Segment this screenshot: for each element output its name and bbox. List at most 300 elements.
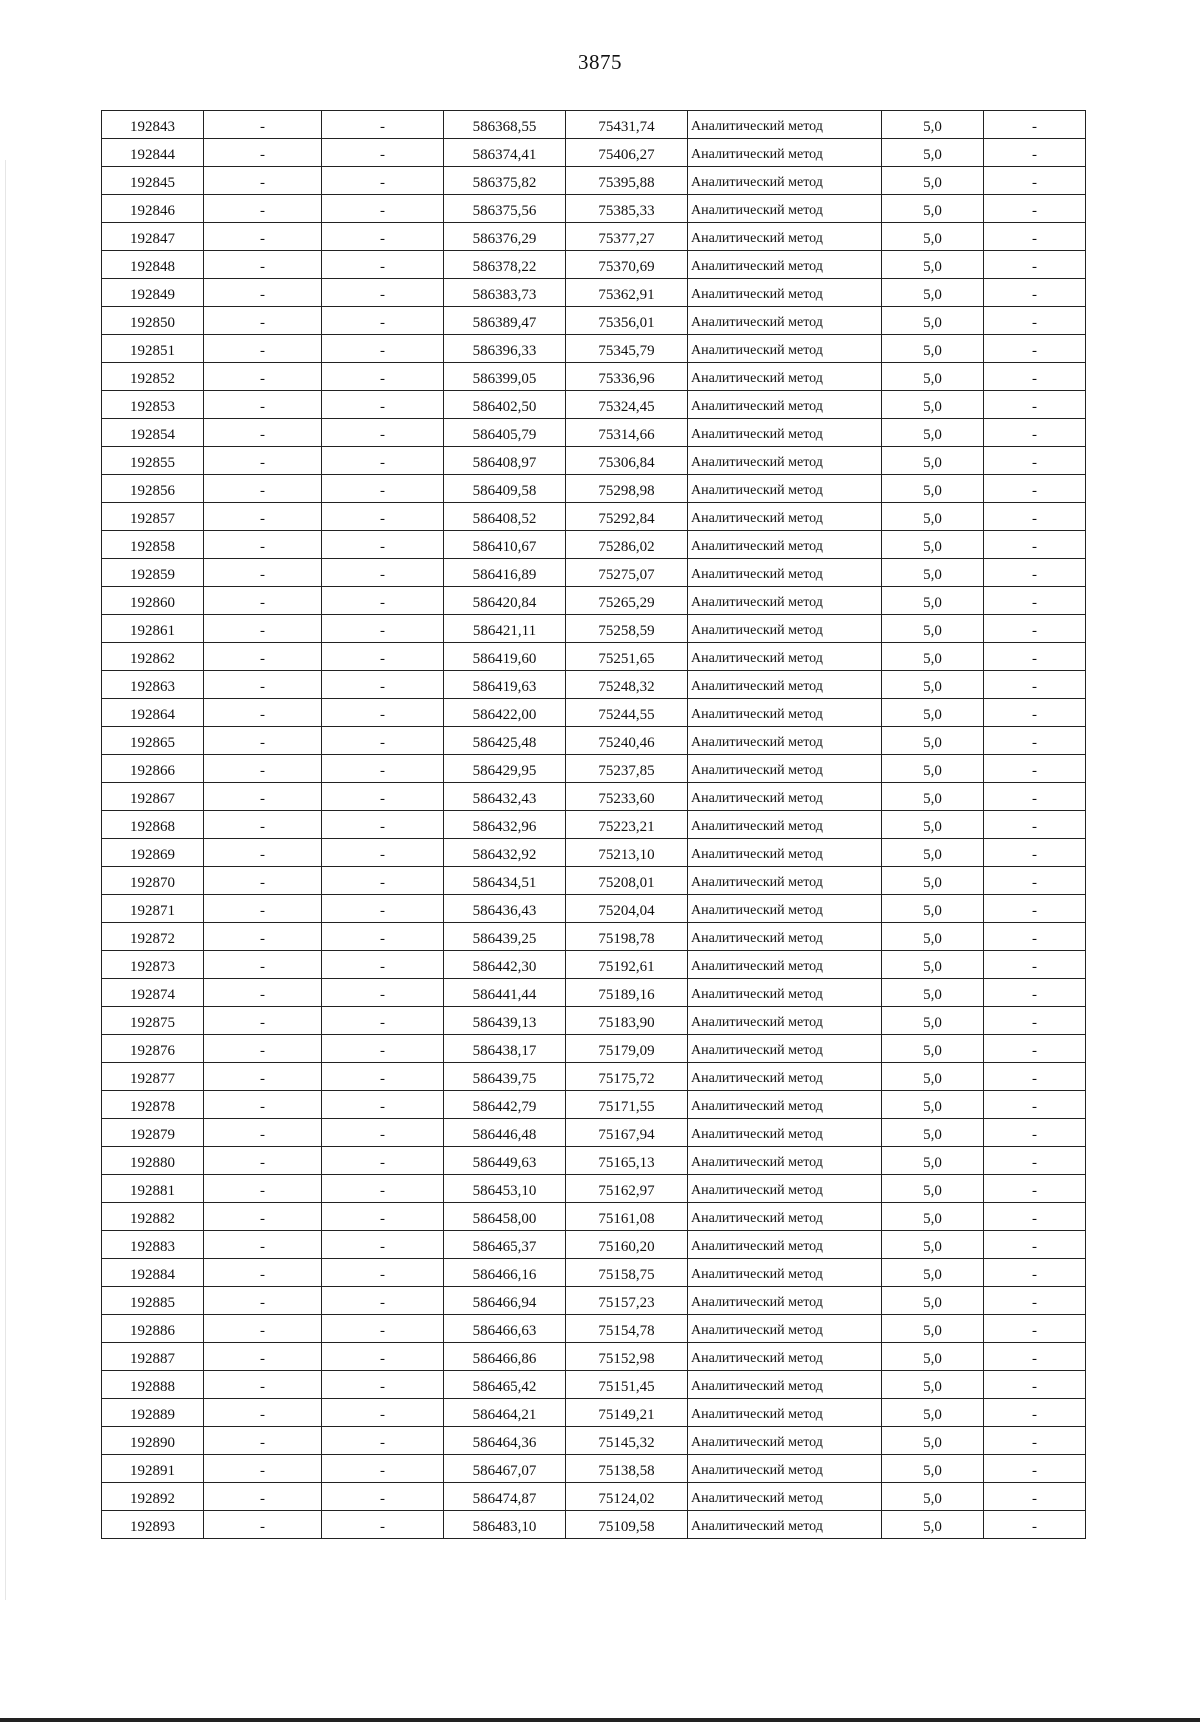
- precision-cell: 5,0: [882, 699, 984, 727]
- point-number-cell: 192848: [102, 251, 204, 279]
- y-coordinate-cell: 75167,94: [566, 1119, 688, 1147]
- empty-value-cell: -: [322, 139, 444, 167]
- empty-value-cell: -: [322, 1455, 444, 1483]
- table-row: [102, 699, 1086, 727]
- empty-value-cell: -: [322, 895, 444, 923]
- x-coordinate-cell: 586429,95: [444, 755, 566, 783]
- method-cell: Аналитический метод: [688, 1147, 882, 1175]
- y-coordinate-cell: 75213,10: [566, 839, 688, 867]
- x-coordinate-cell: 586416,89: [444, 559, 566, 587]
- x-coordinate-cell: 586466,63: [444, 1315, 566, 1343]
- x-coordinate-cell: 586375,82: [444, 167, 566, 195]
- empty-value-cell: -: [984, 111, 1086, 139]
- empty-value-cell: -: [204, 1427, 322, 1455]
- empty-value-cell: -: [204, 811, 322, 839]
- method-cell: Аналитический метод: [688, 139, 882, 167]
- point-number-cell: 192844: [102, 139, 204, 167]
- method-cell: Аналитический метод: [688, 727, 882, 755]
- empty-value-cell: -: [322, 223, 444, 251]
- x-coordinate-cell: 586376,29: [444, 223, 566, 251]
- empty-value-cell: -: [204, 1007, 322, 1035]
- point-number-cell: 192893: [102, 1511, 204, 1539]
- precision-cell: 5,0: [882, 1091, 984, 1119]
- y-coordinate-cell: 75165,13: [566, 1147, 688, 1175]
- method-cell: Аналитический метод: [688, 1175, 882, 1203]
- empty-value-cell: -: [204, 1035, 322, 1063]
- x-coordinate-cell: 586421,11: [444, 615, 566, 643]
- empty-value-cell: -: [322, 1511, 444, 1539]
- point-number-cell: 192889: [102, 1399, 204, 1427]
- table-row: [102, 559, 1086, 587]
- y-coordinate-cell: 75152,98: [566, 1343, 688, 1371]
- y-coordinate-cell: 75237,85: [566, 755, 688, 783]
- empty-value-cell: -: [322, 1287, 444, 1315]
- empty-value-cell: -: [204, 895, 322, 923]
- empty-value-cell: -: [322, 279, 444, 307]
- empty-value-cell: -: [322, 391, 444, 419]
- y-coordinate-cell: 75385,33: [566, 195, 688, 223]
- x-coordinate-cell: 586422,00: [444, 699, 566, 727]
- precision-cell: 5,0: [882, 167, 984, 195]
- empty-value-cell: -: [322, 447, 444, 475]
- empty-value-cell: -: [322, 1231, 444, 1259]
- point-number-cell: 192870: [102, 867, 204, 895]
- empty-value-cell: -: [204, 1399, 322, 1427]
- method-cell: Аналитический метод: [688, 1371, 882, 1399]
- point-number-cell: 192847: [102, 223, 204, 251]
- precision-cell: 5,0: [882, 419, 984, 447]
- y-coordinate-cell: 75336,96: [566, 363, 688, 391]
- precision-cell: 5,0: [882, 979, 984, 1007]
- y-coordinate-cell: 75265,29: [566, 587, 688, 615]
- point-number-cell: 192879: [102, 1119, 204, 1147]
- empty-value-cell: -: [322, 1343, 444, 1371]
- y-coordinate-cell: 75356,01: [566, 307, 688, 335]
- x-coordinate-cell: 586467,07: [444, 1455, 566, 1483]
- bottom-scan-edge: [0, 1718, 1200, 1722]
- table-row: [102, 1511, 1086, 1539]
- empty-value-cell: -: [204, 363, 322, 391]
- table-row: [102, 251, 1086, 279]
- y-coordinate-cell: 75151,45: [566, 1371, 688, 1399]
- method-cell: Аналитический метод: [688, 1231, 882, 1259]
- y-coordinate-cell: 75175,72: [566, 1063, 688, 1091]
- precision-cell: 5,0: [882, 1119, 984, 1147]
- empty-value-cell: -: [322, 615, 444, 643]
- empty-value-cell: -: [984, 1091, 1086, 1119]
- empty-value-cell: -: [204, 531, 322, 559]
- x-coordinate-cell: 586439,75: [444, 1063, 566, 1091]
- point-number-cell: 192861: [102, 615, 204, 643]
- method-cell: Аналитический метод: [688, 475, 882, 503]
- empty-value-cell: -: [322, 839, 444, 867]
- empty-value-cell: -: [984, 475, 1086, 503]
- method-cell: Аналитический метод: [688, 251, 882, 279]
- y-coordinate-cell: 75158,75: [566, 1259, 688, 1287]
- empty-value-cell: -: [204, 1483, 322, 1511]
- empty-value-cell: -: [204, 643, 322, 671]
- empty-value-cell: -: [204, 755, 322, 783]
- empty-value-cell: -: [984, 1483, 1086, 1511]
- y-coordinate-cell: 75204,04: [566, 895, 688, 923]
- point-number-cell: 192852: [102, 363, 204, 391]
- point-number-cell: 192864: [102, 699, 204, 727]
- point-number-cell: 192888: [102, 1371, 204, 1399]
- y-coordinate-cell: 75208,01: [566, 867, 688, 895]
- empty-value-cell: -: [984, 671, 1086, 699]
- empty-value-cell: -: [204, 307, 322, 335]
- x-coordinate-cell: 586419,60: [444, 643, 566, 671]
- method-cell: Аналитический метод: [688, 335, 882, 363]
- y-coordinate-cell: 75377,27: [566, 223, 688, 251]
- table-row: [102, 1147, 1086, 1175]
- empty-value-cell: -: [984, 1455, 1086, 1483]
- table-row: [102, 503, 1086, 531]
- empty-value-cell: -: [984, 979, 1086, 1007]
- empty-value-cell: -: [204, 1231, 322, 1259]
- x-coordinate-cell: 586409,58: [444, 475, 566, 503]
- precision-cell: 5,0: [882, 895, 984, 923]
- point-number-cell: 192854: [102, 419, 204, 447]
- y-coordinate-cell: 75192,61: [566, 951, 688, 979]
- point-number-cell: 192850: [102, 307, 204, 335]
- point-number-cell: 192851: [102, 335, 204, 363]
- x-coordinate-cell: 586466,16: [444, 1259, 566, 1287]
- x-coordinate-cell: 586396,33: [444, 335, 566, 363]
- point-number-cell: 192857: [102, 503, 204, 531]
- precision-cell: 5,0: [882, 111, 984, 139]
- table-row: [102, 895, 1086, 923]
- empty-value-cell: -: [984, 1175, 1086, 1203]
- empty-value-cell: -: [204, 111, 322, 139]
- empty-value-cell: -: [984, 1147, 1086, 1175]
- empty-value-cell: -: [322, 419, 444, 447]
- empty-value-cell: -: [204, 867, 322, 895]
- method-cell: Аналитический метод: [688, 923, 882, 951]
- empty-value-cell: -: [204, 195, 322, 223]
- table-row: [102, 335, 1086, 363]
- y-coordinate-cell: 75223,21: [566, 811, 688, 839]
- empty-value-cell: -: [204, 951, 322, 979]
- x-coordinate-cell: 586410,67: [444, 531, 566, 559]
- y-coordinate-cell: 75395,88: [566, 167, 688, 195]
- y-coordinate-cell: 75370,69: [566, 251, 688, 279]
- table-row: [102, 755, 1086, 783]
- method-cell: Аналитический метод: [688, 895, 882, 923]
- empty-value-cell: -: [984, 559, 1086, 587]
- precision-cell: 5,0: [882, 503, 984, 531]
- empty-value-cell: -: [204, 1203, 322, 1231]
- method-cell: Аналитический метод: [688, 1483, 882, 1511]
- precision-cell: 5,0: [882, 1511, 984, 1539]
- table-row: [102, 979, 1086, 1007]
- y-coordinate-cell: 75179,09: [566, 1035, 688, 1063]
- table-row: [102, 615, 1086, 643]
- precision-cell: 5,0: [882, 1455, 984, 1483]
- method-cell: Аналитический метод: [688, 1091, 882, 1119]
- precision-cell: 5,0: [882, 839, 984, 867]
- y-coordinate-cell: 75240,46: [566, 727, 688, 755]
- scan-margin-line: [5, 160, 6, 1600]
- empty-value-cell: -: [984, 1007, 1086, 1035]
- empty-value-cell: -: [984, 1371, 1086, 1399]
- empty-value-cell: -: [984, 419, 1086, 447]
- table-row: [102, 1091, 1086, 1119]
- empty-value-cell: -: [322, 475, 444, 503]
- method-cell: Аналитический метод: [688, 1259, 882, 1287]
- x-coordinate-cell: 586378,22: [444, 251, 566, 279]
- point-number-cell: 192860: [102, 587, 204, 615]
- empty-value-cell: -: [322, 783, 444, 811]
- precision-cell: 5,0: [882, 1483, 984, 1511]
- x-coordinate-cell: 586438,17: [444, 1035, 566, 1063]
- empty-value-cell: -: [984, 139, 1086, 167]
- x-coordinate-cell: 586465,37: [444, 1231, 566, 1259]
- y-coordinate-cell: 75251,65: [566, 643, 688, 671]
- empty-value-cell: -: [322, 587, 444, 615]
- y-coordinate-cell: 75244,55: [566, 699, 688, 727]
- precision-cell: 5,0: [882, 531, 984, 559]
- point-number-cell: 192866: [102, 755, 204, 783]
- empty-value-cell: -: [322, 1063, 444, 1091]
- method-cell: Аналитический метод: [688, 307, 882, 335]
- method-cell: Аналитический метод: [688, 559, 882, 587]
- empty-value-cell: -: [204, 979, 322, 1007]
- precision-cell: 5,0: [882, 195, 984, 223]
- point-number-cell: 192859: [102, 559, 204, 587]
- x-coordinate-cell: 586474,87: [444, 1483, 566, 1511]
- y-coordinate-cell: 75345,79: [566, 335, 688, 363]
- table-row: [102, 139, 1086, 167]
- y-coordinate-cell: 75292,84: [566, 503, 688, 531]
- precision-cell: 5,0: [882, 1259, 984, 1287]
- table-row: [102, 419, 1086, 447]
- empty-value-cell: -: [204, 1315, 322, 1343]
- table-row: [102, 1007, 1086, 1035]
- table-row: [102, 1063, 1086, 1091]
- method-cell: Аналитический метод: [688, 1063, 882, 1091]
- empty-value-cell: -: [984, 363, 1086, 391]
- empty-value-cell: -: [984, 755, 1086, 783]
- table-row: [102, 727, 1086, 755]
- empty-value-cell: -: [984, 615, 1086, 643]
- method-cell: Аналитический метод: [688, 531, 882, 559]
- y-coordinate-cell: 75362,91: [566, 279, 688, 307]
- precision-cell: 5,0: [882, 251, 984, 279]
- y-coordinate-cell: 75157,23: [566, 1287, 688, 1315]
- x-coordinate-cell: 586465,42: [444, 1371, 566, 1399]
- point-number-cell: 192865: [102, 727, 204, 755]
- empty-value-cell: -: [984, 699, 1086, 727]
- method-cell: Аналитический метод: [688, 167, 882, 195]
- table-row: [102, 587, 1086, 615]
- precision-cell: 5,0: [882, 587, 984, 615]
- empty-value-cell: -: [322, 1091, 444, 1119]
- table-row: [102, 1231, 1086, 1259]
- point-number-cell: 192874: [102, 979, 204, 1007]
- y-coordinate-cell: 75314,66: [566, 419, 688, 447]
- empty-value-cell: -: [322, 643, 444, 671]
- empty-value-cell: -: [322, 671, 444, 699]
- x-coordinate-cell: 586449,63: [444, 1147, 566, 1175]
- y-coordinate-cell: 75183,90: [566, 1007, 688, 1035]
- precision-cell: 5,0: [882, 335, 984, 363]
- empty-value-cell: -: [322, 1175, 444, 1203]
- x-coordinate-cell: 586464,36: [444, 1427, 566, 1455]
- empty-value-cell: -: [204, 839, 322, 867]
- precision-cell: 5,0: [882, 391, 984, 419]
- method-cell: Аналитический метод: [688, 503, 882, 531]
- empty-value-cell: -: [984, 895, 1086, 923]
- table-row: [102, 1175, 1086, 1203]
- point-number-cell: 192871: [102, 895, 204, 923]
- empty-value-cell: -: [984, 251, 1086, 279]
- empty-value-cell: -: [984, 1035, 1086, 1063]
- empty-value-cell: -: [204, 167, 322, 195]
- method-cell: Аналитический метод: [688, 643, 882, 671]
- method-cell: Аналитический метод: [688, 391, 882, 419]
- table-row: [102, 391, 1086, 419]
- method-cell: Аналитический метод: [688, 1287, 882, 1315]
- empty-value-cell: -: [322, 1427, 444, 1455]
- empty-value-cell: -: [204, 391, 322, 419]
- y-coordinate-cell: 75233,60: [566, 783, 688, 811]
- y-coordinate-cell: 75431,74: [566, 111, 688, 139]
- empty-value-cell: -: [204, 727, 322, 755]
- precision-cell: 5,0: [882, 1371, 984, 1399]
- point-number-cell: 192887: [102, 1343, 204, 1371]
- precision-cell: 5,0: [882, 139, 984, 167]
- method-cell: Аналитический метод: [688, 979, 882, 1007]
- empty-value-cell: -: [322, 867, 444, 895]
- table-row: [102, 307, 1086, 335]
- x-coordinate-cell: 586420,84: [444, 587, 566, 615]
- empty-value-cell: -: [204, 671, 322, 699]
- method-cell: Аналитический метод: [688, 1035, 882, 1063]
- method-cell: Аналитический метод: [688, 839, 882, 867]
- y-coordinate-cell: 75145,32: [566, 1427, 688, 1455]
- empty-value-cell: -: [204, 475, 322, 503]
- precision-cell: 5,0: [882, 1203, 984, 1231]
- method-cell: Аналитический метод: [688, 811, 882, 839]
- precision-cell: 5,0: [882, 867, 984, 895]
- point-number-cell: 192885: [102, 1287, 204, 1315]
- method-cell: Аналитический метод: [688, 755, 882, 783]
- empty-value-cell: -: [322, 307, 444, 335]
- empty-value-cell: -: [322, 1203, 444, 1231]
- point-number-cell: 192849: [102, 279, 204, 307]
- x-coordinate-cell: 586453,10: [444, 1175, 566, 1203]
- x-coordinate-cell: 586402,50: [444, 391, 566, 419]
- empty-value-cell: -: [984, 447, 1086, 475]
- empty-value-cell: -: [204, 587, 322, 615]
- y-coordinate-cell: 75286,02: [566, 531, 688, 559]
- y-coordinate-cell: 75248,32: [566, 671, 688, 699]
- empty-value-cell: -: [322, 1259, 444, 1287]
- x-coordinate-cell: 586383,73: [444, 279, 566, 307]
- method-cell: Аналитический метод: [688, 363, 882, 391]
- empty-value-cell: -: [984, 223, 1086, 251]
- method-cell: Аналитический метод: [688, 1399, 882, 1427]
- point-number-cell: 192891: [102, 1455, 204, 1483]
- empty-value-cell: -: [322, 923, 444, 951]
- method-cell: Аналитический метод: [688, 587, 882, 615]
- x-coordinate-cell: 586399,05: [444, 363, 566, 391]
- x-coordinate-cell: 586436,43: [444, 895, 566, 923]
- method-cell: Аналитический метод: [688, 111, 882, 139]
- empty-value-cell: -: [204, 923, 322, 951]
- empty-value-cell: -: [984, 867, 1086, 895]
- empty-value-cell: -: [204, 447, 322, 475]
- x-coordinate-cell: 586432,92: [444, 839, 566, 867]
- table-row: [102, 1203, 1086, 1231]
- empty-value-cell: -: [984, 1315, 1086, 1343]
- empty-value-cell: -: [204, 1259, 322, 1287]
- empty-value-cell: -: [322, 727, 444, 755]
- precision-cell: 5,0: [882, 783, 984, 811]
- point-number-cell: 192886: [102, 1315, 204, 1343]
- x-coordinate-cell: 586442,79: [444, 1091, 566, 1119]
- table-row: [102, 923, 1086, 951]
- precision-cell: 5,0: [882, 811, 984, 839]
- empty-value-cell: -: [984, 839, 1086, 867]
- method-cell: Аналитический метод: [688, 1455, 882, 1483]
- y-coordinate-cell: 75198,78: [566, 923, 688, 951]
- y-coordinate-cell: 75161,08: [566, 1203, 688, 1231]
- table-row: [102, 1315, 1086, 1343]
- empty-value-cell: -: [984, 1287, 1086, 1315]
- precision-cell: 5,0: [882, 643, 984, 671]
- table-row: [102, 1259, 1086, 1287]
- x-coordinate-cell: 586419,63: [444, 671, 566, 699]
- empty-value-cell: -: [322, 1399, 444, 1427]
- table-row: [102, 1455, 1086, 1483]
- table-body: [102, 111, 1086, 1539]
- empty-value-cell: -: [204, 279, 322, 307]
- precision-cell: 5,0: [882, 615, 984, 643]
- point-number-cell: 192869: [102, 839, 204, 867]
- empty-value-cell: -: [204, 783, 322, 811]
- x-coordinate-cell: 586434,51: [444, 867, 566, 895]
- x-coordinate-cell: 586368,55: [444, 111, 566, 139]
- table-row: [102, 951, 1086, 979]
- method-cell: Аналитический метод: [688, 1315, 882, 1343]
- table-row: [102, 167, 1086, 195]
- empty-value-cell: -: [204, 699, 322, 727]
- empty-value-cell: -: [984, 335, 1086, 363]
- y-coordinate-cell: 75258,59: [566, 615, 688, 643]
- table-row: [102, 1427, 1086, 1455]
- method-cell: Аналитический метод: [688, 783, 882, 811]
- precision-cell: 5,0: [882, 671, 984, 699]
- method-cell: Аналитический метод: [688, 671, 882, 699]
- empty-value-cell: -: [204, 1147, 322, 1175]
- empty-value-cell: -: [322, 1007, 444, 1035]
- point-number-cell: 192868: [102, 811, 204, 839]
- method-cell: Аналитический метод: [688, 1119, 882, 1147]
- empty-value-cell: -: [322, 167, 444, 195]
- precision-cell: 5,0: [882, 475, 984, 503]
- table-row: [102, 447, 1086, 475]
- point-number-cell: 192880: [102, 1147, 204, 1175]
- coordinates-table: [101, 110, 1086, 1539]
- method-cell: Аналитический метод: [688, 195, 882, 223]
- empty-value-cell: -: [984, 531, 1086, 559]
- y-coordinate-cell: 75149,21: [566, 1399, 688, 1427]
- empty-value-cell: -: [984, 1343, 1086, 1371]
- precision-cell: 5,0: [882, 755, 984, 783]
- x-coordinate-cell: 586374,41: [444, 139, 566, 167]
